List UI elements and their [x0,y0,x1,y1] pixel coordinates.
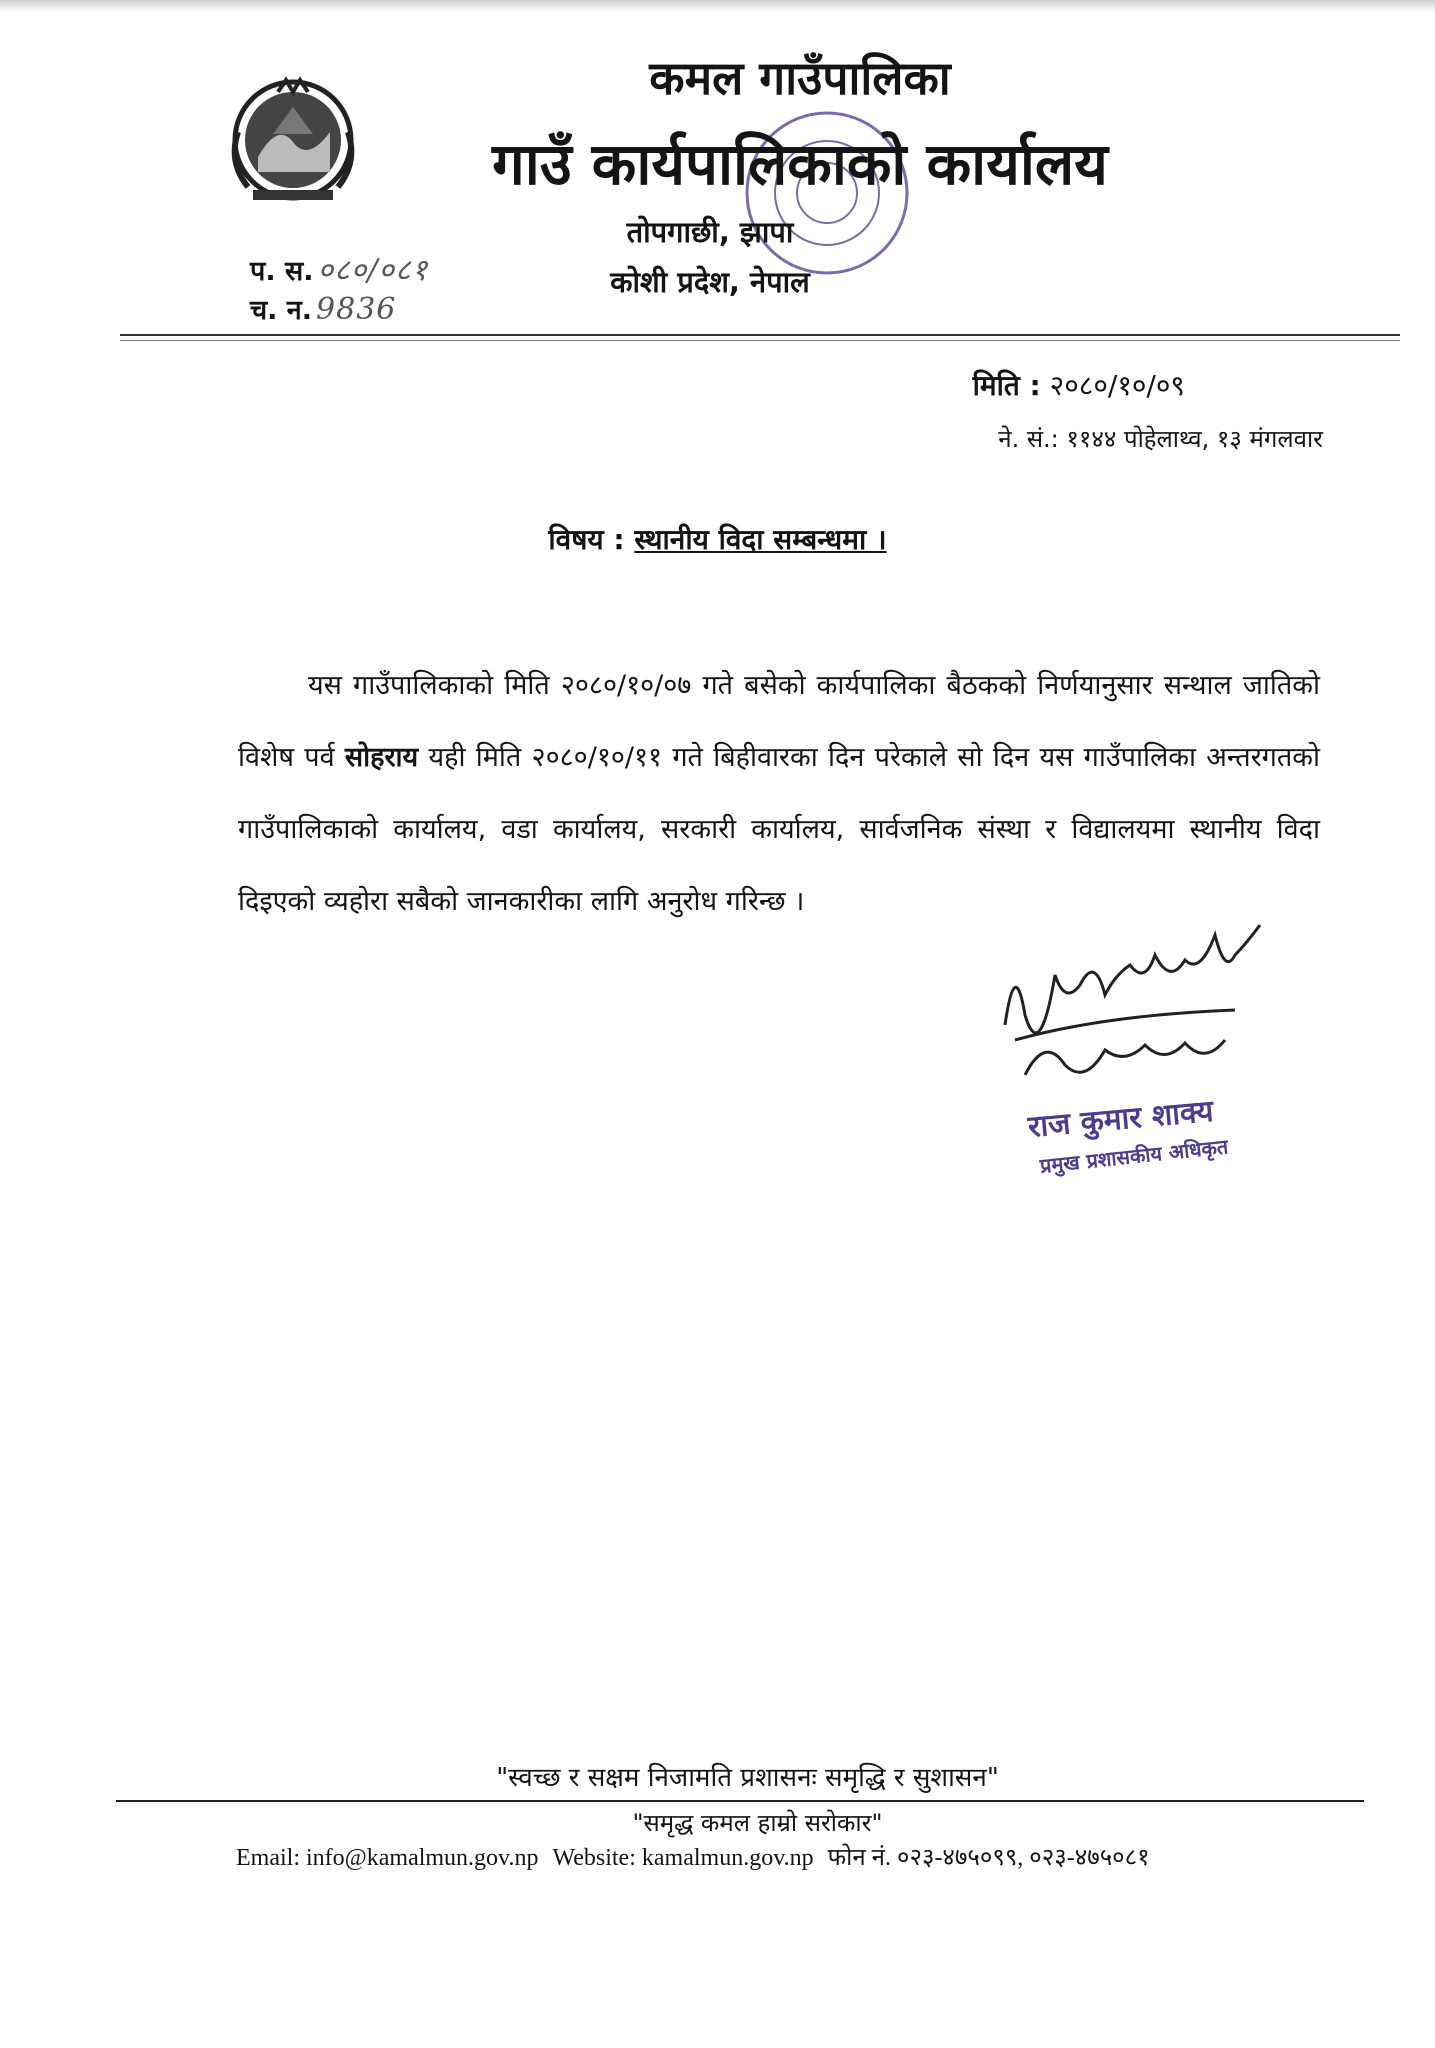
cn-label: च. न. [250,295,313,326]
letter-body [238,650,1320,938]
footer-phone: फोन नं. ०२३-४७५०९९, ०२३-४७५०८१ [827,1845,1150,1871]
office-name: गाउँ कार्यपालिकाको कार्यालय [492,130,1108,198]
date-label: मिति : [972,369,1041,402]
date-value: २०८०/१०/०९ [1049,369,1185,402]
footer-contact [236,1840,1164,1873]
ps-value: ०८०/०८१ [317,253,429,288]
footer-email[interactable]: Email: info@kamalmun.gov.np [236,1845,539,1871]
address-line-2: कोशी प्रदेश, नेपाल [610,265,810,299]
festival-name: सोहराय [344,742,419,773]
reference-cn [250,290,396,327]
footer-motto-2: "समृद्ध कमल हाम्रो सरोकार" [632,1809,883,1837]
subject-label: विषय : [548,523,625,556]
signatory-title: प्रमुख प्रशासकीय अधिकृत [1038,1134,1230,1178]
footer-divider [116,1800,1364,1802]
subject-text: स्थानीय विदा सम्बन्धमा । [634,523,887,556]
reference-ps [250,248,428,289]
body-part-2: यही मिति २०८०/१०/११ गते बिहीवारका दिन परेकाले सो दिन यस गाउँपालिका अन्तरगतको गाउँपालिकाको कार्यालय, वडा कार्यालय, सरकारी कार्यालय, सार्वजनिक संस्था र विद्यालयमा स्थानीय विदा दिइएको व्यहोरा सबैको जानकारीका लागि अनुरोध गरिन्छ । [238,742,1321,917]
footer-motto-1: "स्वच्छ र सक्षम निजामति प्रशासनः समृद्धि र सुशासन" [496,1763,999,1793]
nepal-era-date: ने. सं.: ११४४ पोहेलाथ्व, १३ मंगलवार [998,425,1323,453]
municipality-name: कमल गाउँपालिका [649,51,951,105]
address-line-1: तोपगाछी, झापा [626,215,794,249]
date-row [973,366,1185,404]
header-divider [120,334,1400,336]
body-paragraph [238,650,1320,938]
ps-label: प. स. [250,256,314,287]
footer-website[interactable]: Website: kamalmun.gov.np [552,1845,814,1871]
subject-line [0,520,1435,558]
cn-value: 9836 [316,292,397,327]
body-part-1: यस गाउँपालिकाको मिति २०८०/१०/०७ गते बसेको कार्यपालिका बैठकको निर्णयानुसार सन्थाल जातिको विशेष पर्व [238,670,1320,773]
handwritten-signature [985,915,1285,1095]
header-divider-thin [120,340,1400,341]
signatory-name: राज कुमार शाक्य [1026,1093,1215,1145]
scan-edge [0,0,1435,12]
